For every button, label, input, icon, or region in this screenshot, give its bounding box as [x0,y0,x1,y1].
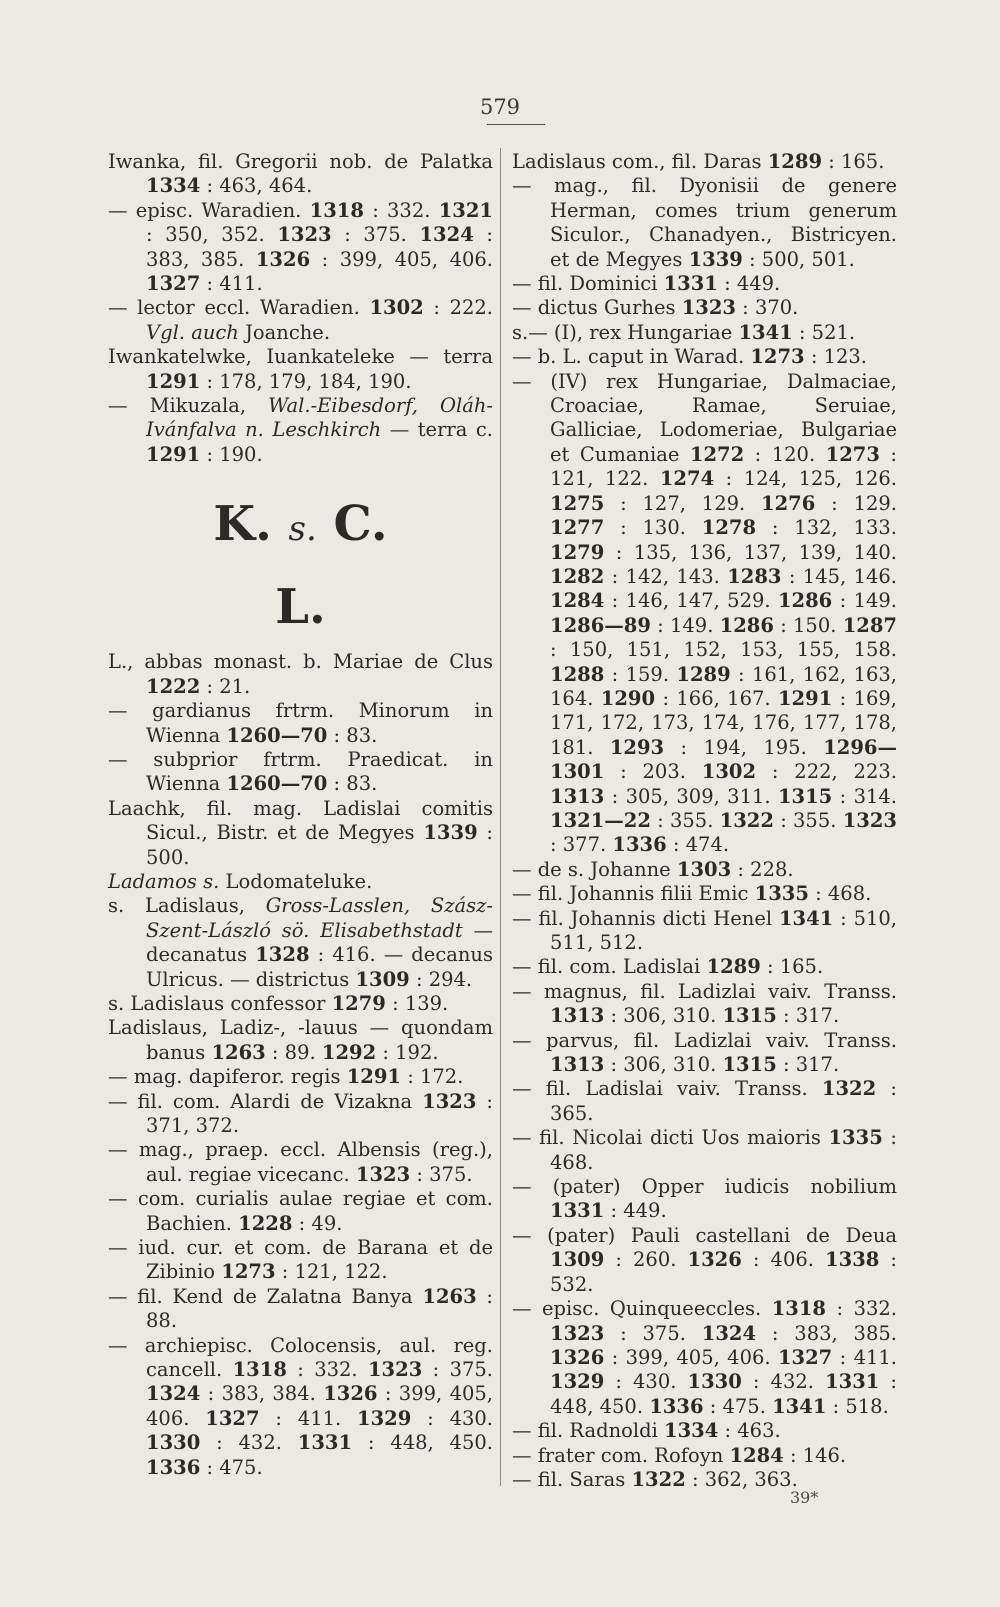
index-entry: — (pater) Pauli castellani de Deua 1309 : 260. 1326 : 406. 1338 : 532. [512,1223,897,1296]
signature-mark: 39* [790,1488,819,1507]
index-entry: — b. L. caput in Warad. 1273 : 123. [512,345,868,369]
index-entry: — mag. dapiferor. regis 1291 : 172. [108,1065,464,1089]
left-entries-before-heading [108,150,493,467]
index-entry: — gardianus frtrm. Minorum in Wienna 1260—70 : 83. [108,699,493,747]
index-entry: Ladislaus com., fil. Daras 1289 : 165. [512,150,885,173]
index-entry: — fil. Johannis dicti Henel 1341 : 510, 511, 512. [512,906,897,954]
index-entry: — fil. Dominici 1331 : 449. [512,272,781,296]
heading-k-target: C. [333,496,388,553]
right-column [512,150,897,1492]
index-entry: Ladislaus, Ladiz-, -lauus — quondam banus 1263 : 89. 1292 : 192. [108,1016,493,1064]
index-entry: — fil. Saras 1322 : 362, 363. [512,1467,798,1491]
index-entry: — parvus, fil. Ladizlai vaiv. Transs. 1313 : 306, 310. 1315 : 317. [512,1028,897,1077]
index-entry: — fil. com. Alardi de Vizakna 1323 : 371, 372. [108,1089,493,1137]
index-entry: — episc. Waradien. 1318 : 332. 1321 : 350, 352. 1323 : 375. 1324 : 383, 385. 1326 : 399, 405, 406. 1327 : 411. [108,198,493,296]
index-entry: — mag., praep. eccl. Albensis (reg.), aul. regiae vicecanc. 1323 : 375. [108,1138,493,1186]
index-entry: — fil. Nicolai dicti Uos maioris 1335 : 468. [512,1126,897,1174]
index-entry: — lector eccl. Waradien. 1302 : 222. Vgl. auch Joanche. [108,296,493,344]
index-entry: L., abbas monast. b. Mariae de Clus 1222 : 21. [108,650,493,698]
index-entry: — (pater) Opper iudicis nobilium 1331 : 449. [512,1175,897,1223]
index-entry: — com. curialis aulae regiae et com. Bachien. 1228 : 49. [108,1187,493,1235]
header-rule [487,124,545,125]
index-entry: Ladamos s. Lodomateluke. [108,869,373,893]
index-entry: — fil. Ladislai vaiv. Transs. 1322 : 365. [512,1077,897,1125]
index-entry: Iwanka, fil. Gregorii nob. de Palatka 1334 : 463, 464. [108,150,493,198]
index-entry: — archiepisc. Colocensis, aul. reg. cancell. 1318 : 332. 1323 : 375. 1324 : 383, 384. 1326 : 399, 405, 406. 1327 : 411. 1329 : 430. 1330 : 432. 1331 : 448, 450. 1336 : 475. [108,1333,493,1479]
section-heading-k [108,493,493,560]
heading-k-letter: K. [213,496,272,553]
index-entry: s. Ladislaus, Gross-Lasslen, Szász-Szent-László sö. Elisabethstadt — decanatus 1328 : 416. — decanus Ulricus. — districtus 1309 : 294. [108,894,493,991]
index-entry: — iud. cur. et com. de Barana et de Zibinio 1273 : 121, 122. [108,1236,493,1284]
heading-k-see: s. [288,509,317,550]
index-entry: — subprior frtrm. Praedicat. in Wienna 1260—70 : 83. [108,747,493,796]
index-entry: — mag., fil. Dyonisii de genere Herman, comes trium generum Siculor., Chanadyen., Bistricyen. et de Megyes 1339 : 500, 501. [512,174,897,271]
index-entry: — fil. Johannis filii Emic 1335 : 468. [512,882,872,906]
index-entry: — (IV) rex Hungariae, Dalmaciae, Croaciae, Ramae, Seruiae, Galliciae, Lodomeriae, Bulgariae et Cumaniae 1272 : 120. 1273 : 121, 122. 1274 : 124, 125, 126. 1275 : 127, 129. 1276 : 129. 1277 : 130. 1278 : 132, 133. 1279 : 135, 136, 137, 139, 140. 1282 : 142, 143. 1283 : 145, 146. 1284 : 146, 147, 529. 1286 : 149. 1286—89 : 149. 1286 : 150. 1287 : 150, 151, 152, 153, 155, 158. 1288 : 159. 1289 : 161, 162, 163, 164. 1290 : 166, 167. 1291 : 169, 171, 172, 173, 174, 176, 177, 178, 181. 1293 : 194, 195. 1296—1301 : 203. 1302 : 222, 223. 1313 : 305, 309, 311. 1315 : 314. 1321—22 : 355. 1322 : 355. 1323 : 377. 1336 : 474. [512,369,897,857]
section-heading-l: L. [275,579,326,636]
index-entry: — de s. Johanne 1303 : 228. [512,857,794,881]
index-entry: — fil. Kend de Zalatna Banya 1263 : 88. [108,1284,493,1333]
index-entry: — magnus, fil. Ladizlai vaiv. Transs. 1313 : 306, 310. 1315 : 317. [512,979,897,1028]
index-entry: s. Ladislaus confessor 1279 : 139. [108,991,449,1015]
page-number: 579 [479,95,521,119]
index-entry: — frater com. Rofoyn 1284 : 146. [512,1443,847,1467]
index-entry: Laachk, fil. mag. Ladislai comitis Sicul., Bistr. et de Megyes 1339 : 500. [108,796,493,869]
column-divider [500,148,501,1486]
index-entry: — fil. com. Ladislai 1289 : 165. [512,955,824,979]
index-entry: s.— (I), rex Hungariae 1341 : 521. [512,320,856,344]
left-column [108,150,493,1480]
index-entry: — dictus Gurhes 1323 : 370. [512,296,799,320]
index-entry: Iwankatelwke, Iuankateleke — terra 1291 : 178, 179, 184, 190. [108,345,493,393]
index-entry: — Mikuzala, Wal.-Eibesdorf, Oláh-Ivánfalva n. Leschkirch — terra c. 1291 : 190. [108,394,493,466]
index-entry: — episc. Quinqueeccles. 1318 : 332. 1323 : 375. 1324 : 383, 385. 1326 : 399, 405, 406. 1327 : 411. 1329 : 430. 1330 : 432. 1331 : 448, 450. 1336 : 475. 1341 : 518. [512,1297,897,1418]
right-entries [512,150,897,1492]
index-entry: — fil. Radnoldi 1334 : 463. [512,1419,781,1443]
left-entries-after-heading [108,650,493,1480]
